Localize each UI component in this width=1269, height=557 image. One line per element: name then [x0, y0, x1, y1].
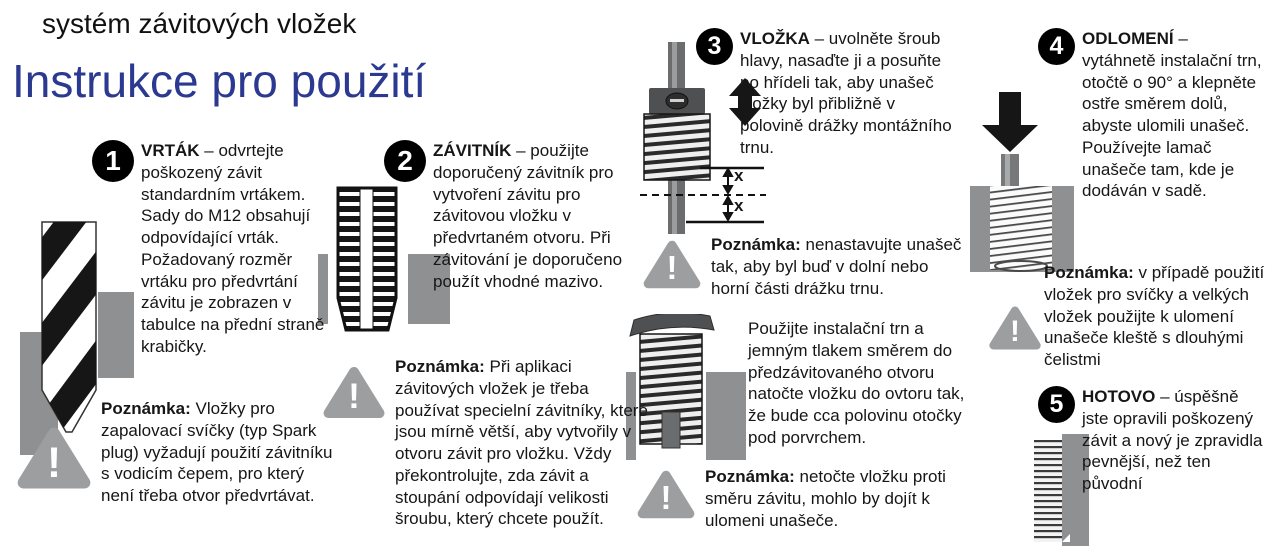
step-4 — [1038, 28, 1266, 202]
note-5-label: Poznámka: — [1044, 263, 1134, 282]
step-5 — [1038, 386, 1268, 495]
step-2-body: – použijte doporučený závitník pro vytvoření závitu pro závitovou vložku v předvrtaném otvoru. Při závitování je doporučeno použít vhodné mazivo. — [433, 141, 623, 291]
note-5 — [988, 262, 1268, 371]
note-1 — [16, 398, 338, 507]
step-5-body: – úspěšně jste opravili poškozený závit a nový je zpravidla pevnější, než ten původní — [1082, 387, 1263, 493]
step-4-text — [1082, 28, 1262, 202]
note-5-body: v případě použití vložek pro svíčky a velkých vložek použijte k ulomení unašeče kleště s dlouhými čelistmi — [1044, 263, 1265, 369]
warning-icon — [642, 238, 702, 291]
note-1-text — [101, 398, 337, 507]
warning-icon — [322, 364, 386, 421]
step-4-body: – vytáhnetě instalační trn, otočtě o 90° a klepněte ostře směrem dolů, abyste ulomili unašeč. Používejte lamač unašeče tam, kde je dodáván v sadě. — [1082, 29, 1262, 201]
step-1-body: – odvrtejte poškozený závit standardním vrtákem. Sady do M12 obsahují odpovídající vrták. Požadovaný rozměr vrtáku pro předvrtání závitu je zobrazen v tabulce na přední straně krabičky. — [141, 141, 325, 356]
step-1-text — [141, 140, 343, 358]
step-1-number-badge: 1 — [92, 140, 134, 182]
warning-icon — [636, 468, 696, 521]
note-1-label: Poznámka: — [101, 399, 191, 418]
insert-instruction-text: Použijte instalační trn a jemným tlakem směrem do předzávitovaného otvoru natočte vložku do ovtoru tak, že bude cca polovinu otočky pod porvrchem. — [748, 319, 965, 447]
note-2-body: Při aplikaci závitových vložek je třeba používat specielní závitníky, které jsou mírně větší, aby vytvořily v otvoru závit pro vložku. Vždy překontrolujte, zda závit a stoupání odpovídají velikosti šroubu, který chcete použít. — [395, 357, 648, 529]
step-2-text — [433, 140, 641, 292]
step-1-title: VRTÁK — [141, 141, 200, 160]
note-4 — [636, 466, 960, 531]
step-2-title: ZÁVITNÍK — [433, 141, 512, 160]
step-5-number-badge: 5 — [1038, 386, 1075, 423]
step-4-number-badge: 4 — [1038, 28, 1075, 65]
step-3-body: – uvolněte šroub hlavy, nasaďte ji a posuňte po hřídeli tak, aby unašeč vložky byl přibližně v polovině drážky montážního trnu. — [740, 29, 952, 157]
note-3-body: nenastavujte unašeč tak, aby byl buď v dolní nebo horní části drážku trnu. — [711, 235, 962, 298]
step-3-title: VLOŽKA — [740, 29, 810, 48]
step-3-number-badge: 3 — [696, 28, 733, 65]
dimension-label-x-bottom: x — [734, 196, 744, 215]
step-2-number-badge: 2 — [384, 140, 426, 182]
note-4-body: netočte vložku proti směru závitu, mohlo by dojít k ulomeni unašeče. — [705, 467, 946, 530]
note-3-text — [711, 234, 963, 299]
step-1 — [92, 140, 360, 358]
note-3-label: Poznámka: — [711, 235, 801, 254]
warning-icon — [988, 304, 1042, 352]
warning-icon — [16, 424, 92, 492]
step-3 — [696, 28, 964, 159]
note-4-label: Poznámka: — [705, 467, 795, 486]
note-1-body: Vložky pro zapalovací svíčky (typ Spark plug) vyžadují použití závitníku s vodicím čepem, pro který není třeba otvor předvrtávat. — [101, 399, 333, 505]
down-arrow-icon — [982, 92, 1038, 152]
note-4-text — [705, 466, 955, 531]
insert-instruction-paragraph — [748, 318, 983, 449]
note-2 — [322, 356, 652, 530]
note-2-label: Poznámka: — [395, 357, 485, 376]
step-3-text — [740, 28, 952, 159]
page-subtitle: systém závitových vložek — [42, 8, 357, 39]
note-3 — [642, 234, 968, 299]
step-2 — [384, 140, 656, 292]
step-5-title: HOTOVO — [1082, 387, 1156, 406]
dimension-label-x-top: x — [734, 166, 744, 185]
step-5-text — [1082, 386, 1266, 495]
note-5-text — [1044, 262, 1266, 371]
page-title: Instrukce pro použití — [12, 55, 427, 107]
note-2-text — [395, 356, 652, 530]
step-4-title: ODLOMENÍ — [1082, 29, 1174, 48]
